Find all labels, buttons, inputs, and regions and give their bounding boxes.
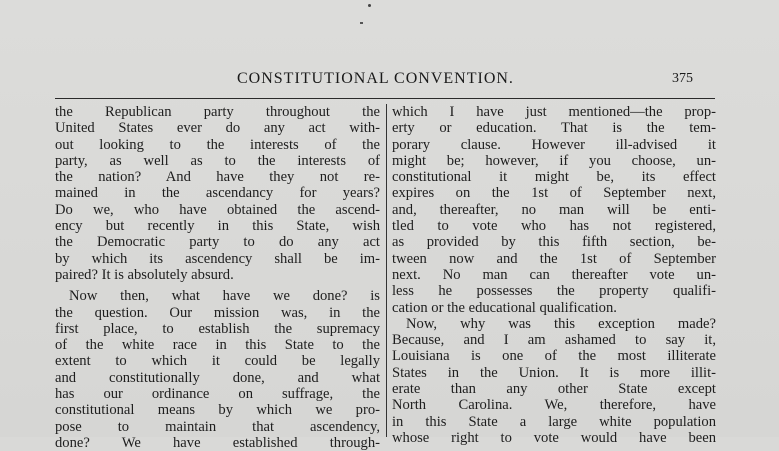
text-line: which I have just mentioned—the prop- bbox=[392, 104, 716, 120]
text-line: first place, to establish the supremacy bbox=[55, 320, 380, 337]
text-line: extent to which it could be legally bbox=[55, 353, 380, 370]
text-line: has our ordinance on suffrage, the bbox=[55, 386, 380, 403]
header-rule bbox=[55, 98, 715, 99]
text-line: the nation? And have they not re- bbox=[55, 169, 380, 186]
text-line: tled to vote who has not registered, bbox=[392, 218, 716, 235]
text-line: done? We have established through- bbox=[55, 434, 380, 451]
left-column bbox=[55, 104, 380, 451]
text-line: party, as well as to the interests of bbox=[55, 152, 380, 169]
text-line: States in the Union. It is more illit- bbox=[392, 364, 716, 381]
running-head-title: CONSTITUTIONAL CONVENTION. bbox=[237, 70, 514, 87]
text-line: whose right to vote would have been bbox=[392, 429, 716, 446]
text-line: by which its ascendency shall be im- bbox=[55, 250, 380, 267]
text-line: Do we, who have obtained the ascend- bbox=[55, 201, 380, 218]
text-line: paired? It is absolutely absurd. bbox=[55, 266, 234, 283]
text-line: expires on the 1st of September next, bbox=[392, 185, 716, 202]
text-line: porary clause. However ill-advised it bbox=[392, 136, 716, 153]
text-line: out looking to the interests of the bbox=[55, 136, 380, 153]
text-line: and constitutionally done, and what bbox=[55, 369, 380, 386]
text-line: of the white race in this State to the bbox=[55, 337, 380, 354]
text-line: erate than any other State except bbox=[392, 381, 716, 398]
text-line: and, thereafter, no man will be enti- bbox=[392, 201, 716, 218]
print-speck bbox=[368, 4, 371, 7]
text-line: as provided by this fifth section, be- bbox=[392, 234, 716, 251]
text-line: mained in the ascendancy for years? bbox=[55, 185, 380, 202]
text-line: United States ever do any act with- bbox=[55, 120, 380, 137]
text-line: Now then, what have we done? is bbox=[69, 288, 380, 305]
text-line: pose to maintain that ascendency, bbox=[55, 418, 380, 435]
text-line: next. No man can thereafter vote un- bbox=[392, 266, 716, 283]
text-line: in this State a large white population bbox=[392, 413, 716, 430]
page-number: 375 bbox=[672, 71, 693, 86]
text-line: erty or education. That is the tem- bbox=[392, 120, 716, 137]
right-column bbox=[392, 104, 716, 446]
text-line: Louisiana is one of the most illiterate bbox=[392, 348, 716, 365]
text-line: ency but recently in this State, wish bbox=[55, 218, 380, 235]
text-line: the Republican party throughout the bbox=[55, 104, 380, 120]
text-line: the question. Our mission was, in the bbox=[55, 304, 380, 321]
text-line: North Carolina. We, therefore, have bbox=[392, 397, 716, 414]
text-line: constitutional means by which we pro- bbox=[55, 402, 380, 419]
text-line: Because, and I am ashamed to say it, bbox=[392, 332, 716, 349]
print-speck bbox=[360, 22, 363, 24]
text-line: less he possesses the property qualifi- bbox=[392, 283, 716, 300]
text-line: might be; however, if you choose, un- bbox=[392, 152, 716, 169]
text-line: constitutional it might be, its effect bbox=[392, 169, 716, 186]
text-line: cation or the educational qualification. bbox=[392, 299, 617, 316]
text-line: the Democratic party to do any act bbox=[55, 234, 380, 251]
text-line: tween now and the 1st of September bbox=[392, 250, 716, 267]
text-line: Now, why was this exception made? bbox=[406, 315, 716, 332]
column-divider bbox=[386, 104, 387, 437]
